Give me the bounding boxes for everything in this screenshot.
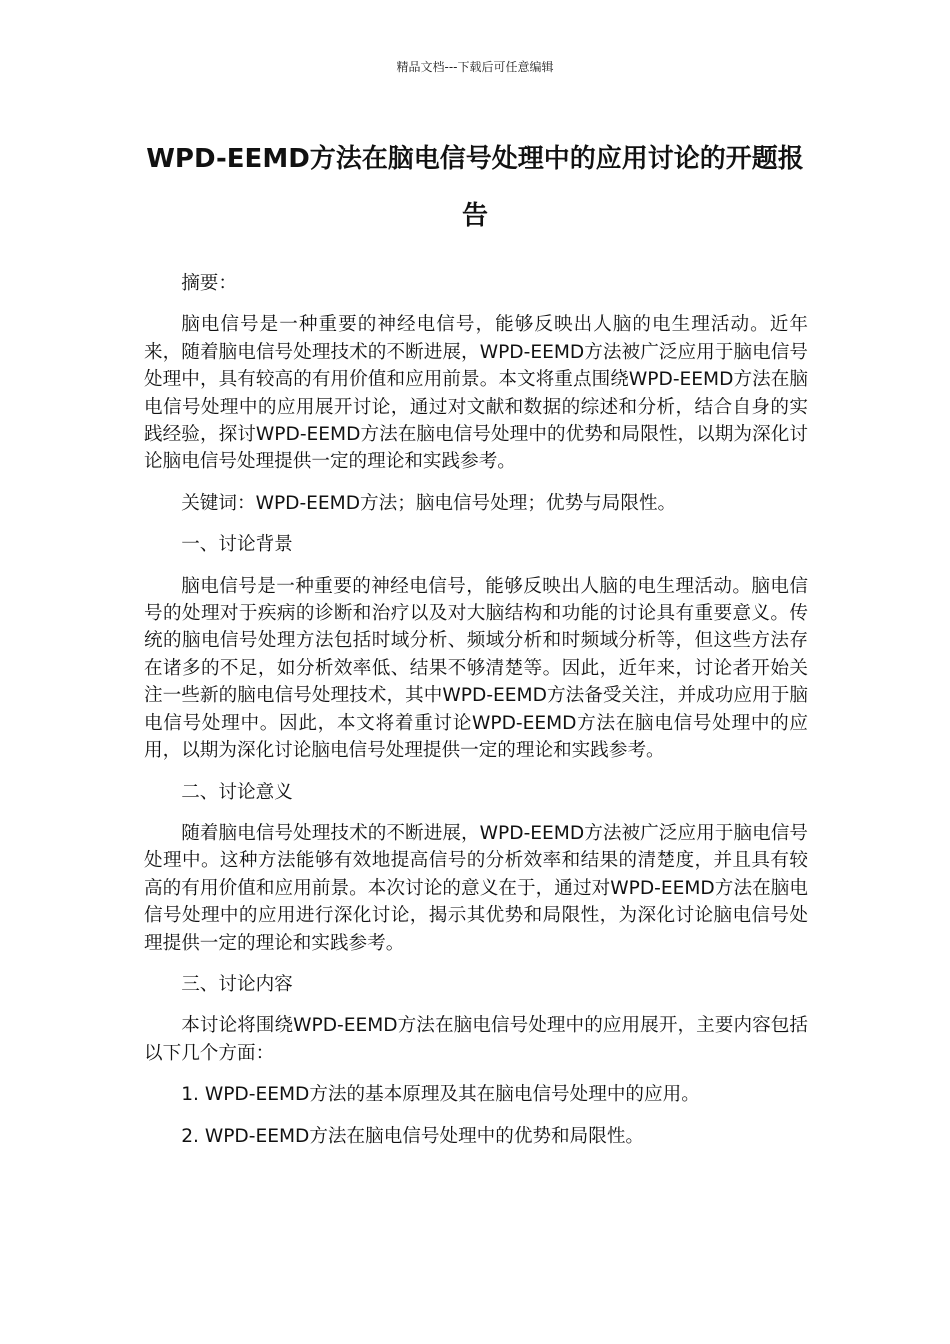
section-heading-background: 一、讨论背景 — [181, 534, 293, 556]
keywords-line: 关键词：WPD-EEMD方法；脑电信号处理；优势与局限性。 — [181, 492, 677, 514]
header-note: 精品文档---下载后可任意编辑 — [396, 60, 554, 74]
significance-paragraph: 随着脑电信号处理技术的不断进展，WPD-EEMD方法被广泛应用于脑电信号处理中。这种方法能够有效地提高信号的分析效率和结果的清楚度，并且具有较高的有用价值和应用前景。本次讨论的意义在于，通过对WPD-EEMD方法在脑电信号处理中的应用进行深化讨论，揭示其优势和局限性，为深化讨论脑电信号处理提供一定的理论和实践参考。 — [144, 822, 808, 954]
background-paragraph: 脑电信号是一种重要的神经电信号，能够反映出人脑的电生理活动。脑电信号的处理对于疾病的诊断和治疗以及对大脑结构和功能的讨论具有重要意义。传统的脑电信号处理方法包括时域分析、频域分析和时频域分析等，但这些方法存在诸多的不足，如分析效率低、结果不够清楚等。因此，近年来，讨论者开始关注一些新的脑电信号处理技术，其中WPD-EEMD方法备受关注，并成功应用于脑电信号处理中。因此，本文将着重讨论WPD-EEMD方法在脑电信号处理中的应用，以期为深化讨论脑电信号处理提供一定的理论和实践参考。 — [144, 575, 808, 762]
content-item: 1. WPD-EEMD方法的基本原理及其在脑电信号处理中的应用。 — [181, 1084, 700, 1106]
content-paragraph: 本讨论将围绕WPD-EEMD方法在脑电信号处理中的应用展开，主要内容包括以下几个方面： — [144, 1015, 808, 1064]
document-title: WPD-EEMD方法在脑电信号处理中的应用讨论的开题报告 — [146, 144, 804, 231]
document-body — [144, 270, 808, 1164]
content-item: 2. WPD-EEMD方法在脑电信号处理中的优势和局限性。 — [181, 1125, 645, 1147]
section-heading-content: 三、讨论内容 — [181, 973, 293, 995]
section-heading-significance: 二、讨论意义 — [181, 781, 293, 803]
abstract-paragraph: 脑电信号是一种重要的神经电信号，能够反映出人脑的电生理活动。近年来，随着脑电信号处理技术的不断进展，WPD-EEMD方法被广泛应用于脑电信号处理中，具有较高的有用价值和应用前景。本文将重点围绕WPD-EEMD方法在脑电信号处理中的应用展开讨论，通过对文献和数据的综述和分析，结合自身的实践经验，探讨WPD-EEMD方法在脑电信号处理中的优势和局限性，以期为深化讨论脑电信号处理提供一定的理论和实践参考。 — [144, 314, 808, 473]
abstract-label: 摘要： — [181, 273, 237, 294]
